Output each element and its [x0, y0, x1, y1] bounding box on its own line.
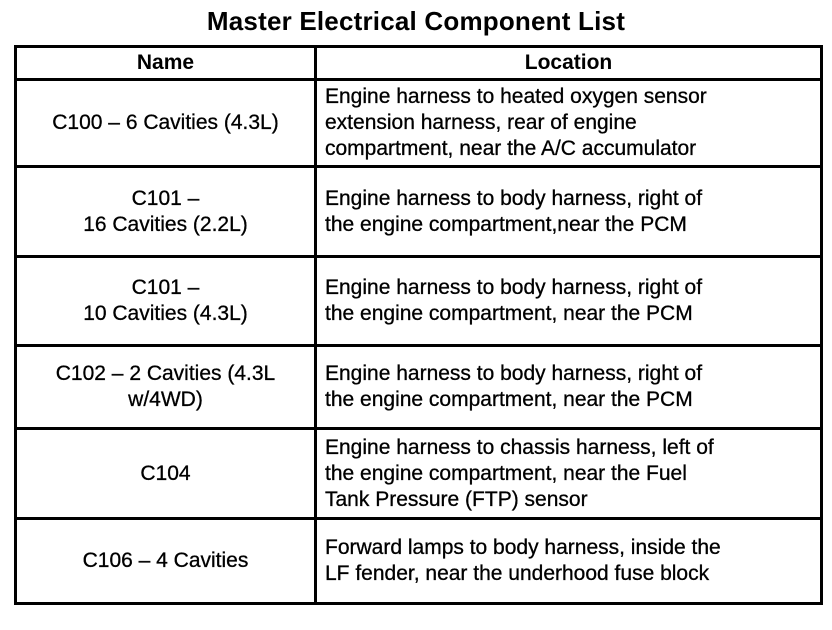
name-line: C100 – 6 Cavities (4.3L)	[52, 111, 279, 134]
location-cell	[316, 167, 822, 257]
location-line: Engine harness to body harness, right of	[325, 186, 703, 210]
name-cell	[16, 167, 316, 257]
name-cell	[16, 257, 316, 346]
table-header-row	[16, 47, 822, 80]
table-row	[16, 80, 822, 167]
name-cell	[16, 346, 316, 429]
location-line: Engine harness to heated oxygen sensor	[325, 85, 707, 108]
table-row	[16, 167, 822, 257]
name-line: C104	[140, 461, 191, 485]
location-line: Tank Pressure (FTP) sensor	[325, 487, 588, 511]
name-cell	[16, 429, 316, 519]
name-line: C101 –	[131, 276, 200, 299]
name-line: C106 – 4 Cavities	[82, 549, 249, 572]
column-header-name: Name	[16, 47, 316, 80]
table-row	[16, 257, 822, 346]
location-cell	[316, 80, 822, 167]
name-cell	[16, 519, 316, 604]
location-line: extension harness, rear of engine	[325, 111, 637, 134]
location-cell	[316, 519, 822, 604]
location-line: the engine compartment, near the PCM	[325, 388, 693, 411]
location-line: the engine compartment, near the PCM	[325, 302, 693, 325]
name-line: w/4WD)	[128, 388, 203, 411]
name-line: C102 – 2 Cavities (4.3L	[55, 362, 276, 385]
location-cell	[316, 429, 822, 519]
location-line: Engine harness to body harness, right of	[325, 362, 703, 385]
column-header-location: Location	[316, 47, 822, 80]
location-cell	[316, 257, 822, 346]
table-row	[16, 519, 822, 604]
location-cell	[316, 346, 822, 429]
location-line: LF fender, near the underhood fuse block	[325, 562, 710, 585]
name-cell	[16, 80, 316, 167]
location-line: Engine harness to body harness, right of	[325, 276, 703, 299]
page-title: Master Electrical Component List	[206, 6, 626, 36]
location-line: compartment, near the A/C accumulator	[325, 137, 697, 160]
location-line: the engine compartment,near the PCM	[325, 212, 687, 236]
name-line: C101 –	[131, 186, 200, 210]
location-line: Forward lamps to body harness, inside the	[325, 536, 721, 559]
location-line: Engine harness to chassis harness, left of	[325, 435, 714, 459]
table-row	[16, 429, 822, 519]
component-table	[14, 45, 823, 605]
table-row	[16, 346, 822, 429]
name-line: 16 Cavities (2.2L)	[83, 212, 248, 236]
location-line: the engine compartment, near the Fuel	[325, 461, 687, 485]
name-line: 10 Cavities (4.3L)	[83, 302, 248, 325]
